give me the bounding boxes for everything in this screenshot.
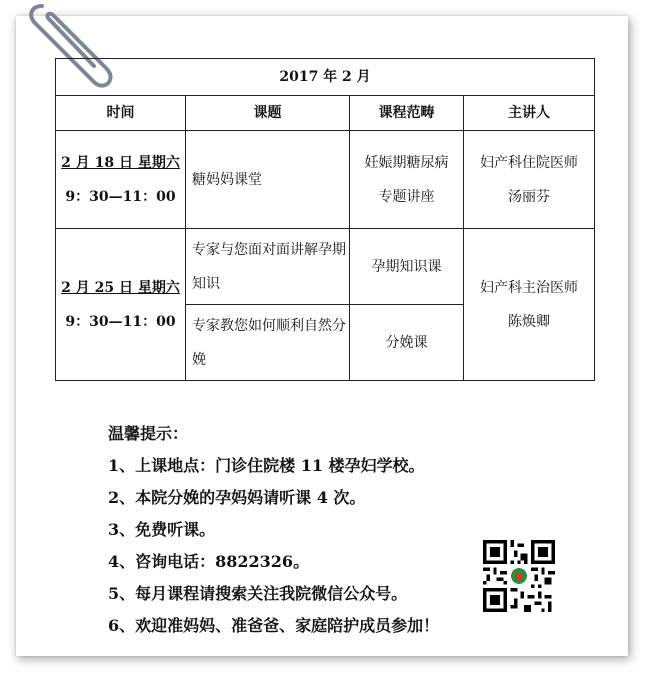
table-title-row bbox=[56, 59, 595, 96]
table-title: 2017 年 2 月 bbox=[56, 59, 595, 96]
session-date: 2 月 18 日 星期六 bbox=[61, 154, 180, 171]
session-speaker-cell bbox=[464, 131, 595, 229]
tip-item: 2、本院分娩的孕妈妈请听课 4 次。 bbox=[108, 488, 366, 507]
tip-item: 5、每月课程请搜索关注我院微信公众号。 bbox=[108, 584, 408, 603]
tip-item: 3、免费听课。 bbox=[108, 520, 216, 539]
table-row bbox=[56, 229, 595, 305]
tip-item: 1、上课地点：门诊住院楼 11 楼孕妇学校。 bbox=[108, 456, 425, 475]
session-topic: 专家教您如何顺利自然分娩 bbox=[186, 305, 350, 381]
session-date: 2 月 25 日 星期六 bbox=[61, 279, 180, 296]
table-row bbox=[56, 131, 595, 229]
session-topic: 专家与您面对面讲解孕期知识 bbox=[186, 229, 350, 305]
tips-heading: 温馨提示： bbox=[108, 424, 189, 443]
header-topic: 课题 bbox=[186, 96, 350, 131]
speaker-name: 汤丽芬 bbox=[508, 188, 550, 205]
header-category: 课程范畴 bbox=[350, 96, 464, 131]
session-category-line: 专题讲座 bbox=[378, 188, 435, 205]
header-time: 时间 bbox=[56, 96, 186, 131]
tip-item: 6、欢迎准妈妈、准爸爸、家庭陪护成员参加！ bbox=[108, 616, 440, 635]
session-date-cell bbox=[56, 131, 186, 229]
speaker-name: 陈焕卿 bbox=[508, 313, 550, 330]
header-speaker: 主讲人 bbox=[464, 96, 595, 131]
session-category-cell bbox=[350, 131, 464, 229]
session-category: 孕期知识课 bbox=[350, 229, 464, 305]
tip-item: 4、咨询电话：8822326。 bbox=[108, 552, 310, 571]
session-time: 9：30—11：00 bbox=[65, 313, 176, 330]
speaker-title: 妇产科主治医师 bbox=[480, 279, 578, 296]
course-schedule-table bbox=[55, 58, 595, 381]
qr-code-icon bbox=[483, 540, 555, 612]
session-date-cell bbox=[56, 229, 186, 381]
table-header-row bbox=[56, 96, 595, 131]
speaker-title: 妇产科住院医师 bbox=[480, 154, 578, 171]
session-category: 分娩课 bbox=[350, 305, 464, 381]
session-time: 9：30—11：00 bbox=[65, 188, 176, 205]
tips-section bbox=[108, 418, 498, 642]
session-speaker-cell bbox=[464, 229, 595, 381]
session-topic: 糖妈妈课堂 bbox=[186, 131, 350, 229]
session-category-line: 妊娠期糖尿病 bbox=[364, 154, 449, 171]
